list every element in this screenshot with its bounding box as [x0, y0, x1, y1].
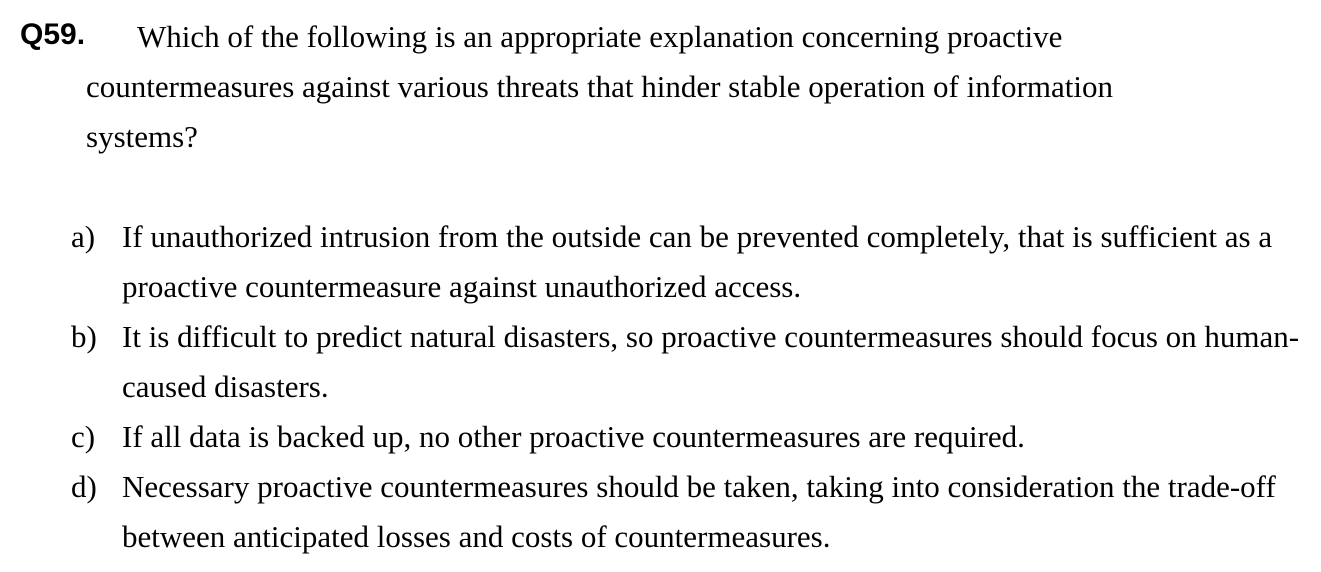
choice-text: If unauthorized intrusion from the outside can be prevented completely, that is sufficient as a proactive countermeasure against unauthorized access. [122, 219, 1273, 304]
choice-a[interactable] [71, 212, 1316, 312]
choice-c[interactable] [71, 412, 1316, 462]
choice-d[interactable] [71, 462, 1316, 562]
question-stem-continuation: countermeasures against various threats that hinder stable operation of information systems? [86, 69, 1113, 154]
choice-letter: a) [71, 219, 96, 254]
answer-choices [71, 212, 1316, 562]
choice-text: Necessary proactive countermeasures should be taken, taking into consideration the trade-off between anticipated losses and costs of countermeasures. [122, 469, 1276, 554]
question-stem [86, 12, 1216, 162]
question-number: Q59. [20, 18, 86, 51]
choice-letter: d) [71, 469, 97, 504]
choice-letter: c) [71, 419, 96, 454]
choice-text: If all data is backed up, no other proactive countermeasures are required. [122, 419, 1025, 454]
choice-text: It is difficult to predict natural disasters, so proactive countermeasures should focus on human-caused disasters. [122, 319, 1300, 404]
choice-letter: b) [71, 319, 97, 354]
choice-b[interactable] [71, 312, 1316, 412]
question-stem-line-1: Which of the following is an appropriate explanation concerning proactive [137, 19, 1063, 54]
